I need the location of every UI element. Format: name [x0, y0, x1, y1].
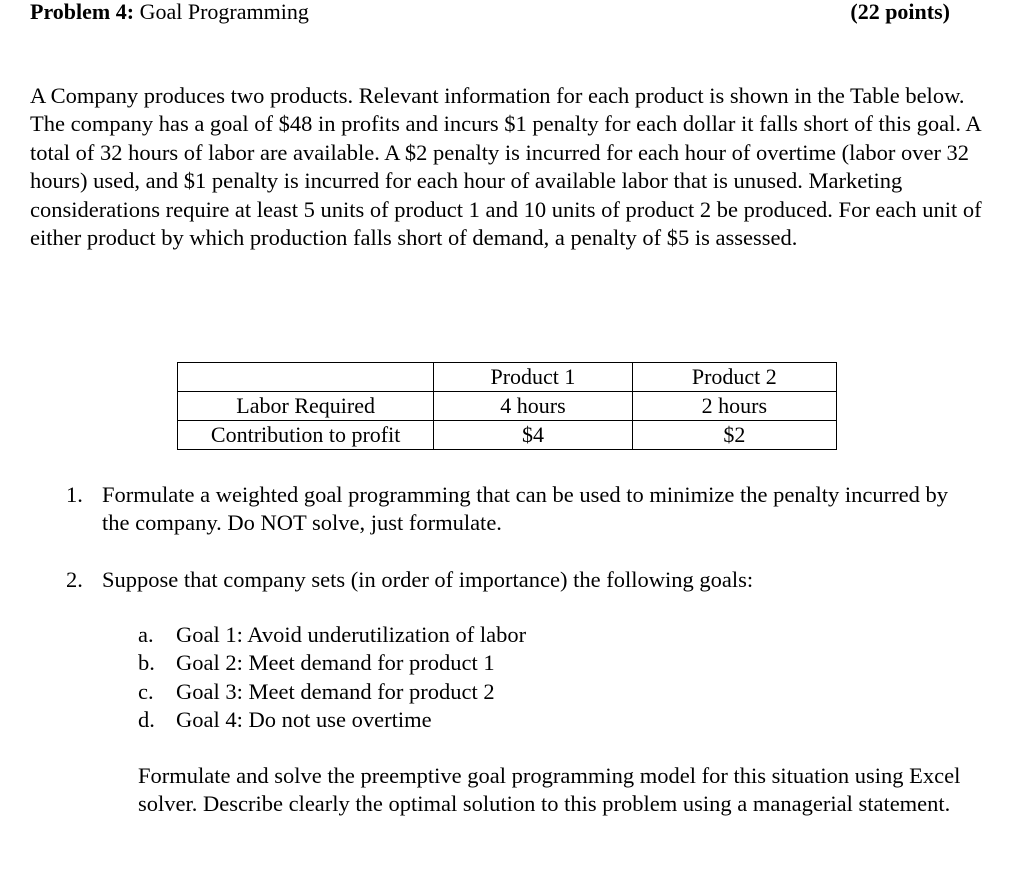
- table-cell: Contribution to profit: [178, 421, 434, 450]
- points-label: (22 points): [850, 0, 950, 24]
- product-info-table: [177, 362, 837, 450]
- goal-letter: a.: [138, 622, 154, 647]
- question-item: [66, 481, 966, 541]
- intro-text: A Company produces two products. Relevant information for each product is shown in the Table below. The company has a goal of $48 in profits and incurs $1 penalty for each dollar it falls short of this goal. A total of 32 hours of labor are available. A $2 penalty is incurred for each hour of overtime (labor over 32 hours) used, and $1 penalty is incurred for each hour of available labor that is unused. Marketing considerations require at least 5 units of product 1 and 10 units of product 2 be produced. For each unit of either product by which production falls short of demand, a penalty of $5 is assessed.: [30, 83, 982, 251]
- table-cell: 4 hours: [434, 392, 632, 421]
- table-header-cell: Product 1: [434, 363, 632, 392]
- table-cell: $4: [434, 421, 632, 450]
- problem-label: Problem 4:: [30, 0, 135, 24]
- goal-text: Goal 3: Meet demand for product 2: [176, 678, 495, 704]
- goal-letter: c.: [138, 678, 154, 704]
- question-number: 2.: [66, 567, 83, 592]
- problem-title: Goal Programming: [134, 0, 309, 24]
- goal-text: Goal 1: Avoid underutilization of labor: [176, 622, 527, 647]
- goal-letter: b.: [138, 650, 155, 676]
- table-header-cell: Product 2: [632, 363, 836, 392]
- question-text: Formulate a weighted goal programming that can be used to minimize the penalty incurred by the company. Do NOT solve, just formulate.: [102, 482, 949, 536]
- table-row: [178, 421, 837, 450]
- goal-text: Goal 4: Do not use overtime: [176, 707, 432, 733]
- goal-text: Goal 2: Meet demand for product 1: [176, 650, 495, 676]
- table-cell: $2: [632, 421, 836, 450]
- table-header-cell: [178, 363, 434, 392]
- question-number: 1.: [66, 482, 83, 507]
- question-item: [66, 566, 966, 596]
- table-cell: Labor Required: [178, 392, 434, 421]
- question-text: Suppose that company sets (in order of importance) the following goals:: [102, 567, 754, 592]
- intro-paragraph: [30, 82, 1000, 252]
- table-header-row: [178, 363, 837, 392]
- goal-letter: d.: [138, 707, 155, 733]
- problem-header: [30, 0, 950, 28]
- table-cell: 2 hours: [632, 392, 836, 421]
- closing-paragraph: Formulate and solve the preemptive goal programming model for this situation using Excel solver. Describe clearly the optimal solution to this problem using a managerial statement.: [138, 763, 961, 817]
- table-row: [178, 392, 837, 421]
